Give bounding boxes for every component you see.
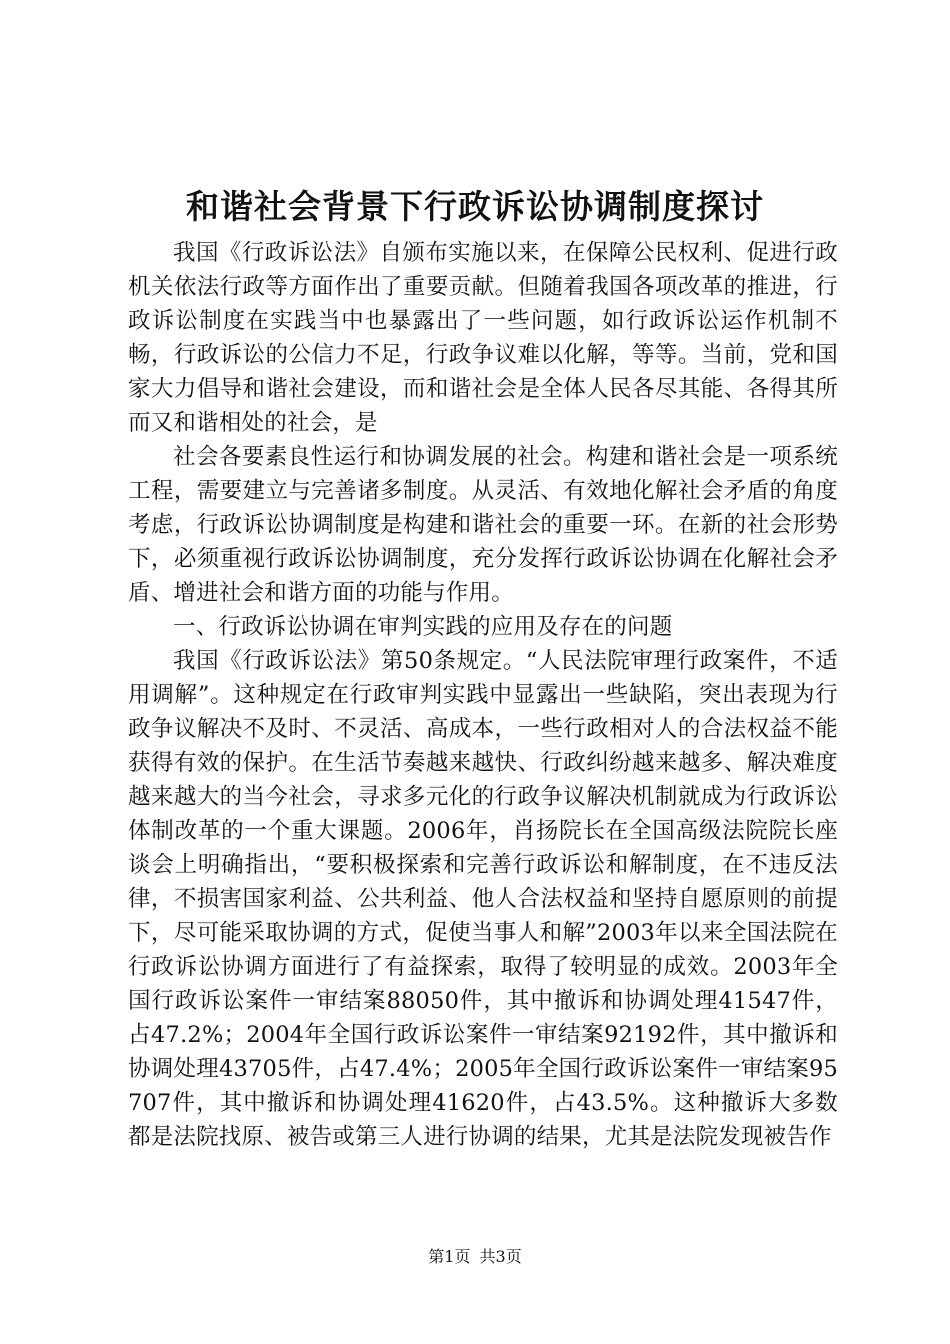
paragraph-2: 社会各要素良性运行和协调发展的社会。构建和谐社会是一项系统工程，需要建立与完善诸多制度。从灵活、有效地化解社会矛盾的角度考虑，行政诉讼协调制度是构建和谐社会的重要一环。在新的社会形势下，必须重视行政诉讼协调制度，充分发挥行政诉讼协调在化解社会矛盾、增进社会和谐方面的功能与作用。 — [128, 444, 838, 606]
document-body — [128, 236, 838, 1154]
section-heading-1: 一、行政诉讼协调在审判实践的应用及存在的问题 — [173, 614, 673, 640]
paragraph-3: 我国《行政诉讼法》第50条规定。“人民法院审理行政案件，不适用调解”。这种规定在行政审判实践中显露出一些缺陷，突出表现为行政争议解决不及时、不灵活、高成本，一些行政相对人的合法权益不能获得有效的保护。在生活节奏越来越快、行政纠纷越来越多、解决难度越来越大的当今社会，寻求多元化的行政争议解决机制就成为行政诉讼体制改革的一个重大课题。2006年，肖扬院长在全国高级法院院长座谈会上明确指出，“要积极探索和完善行政诉讼和解制度，在不违反法律，不损害国家利益、公共利益、他人合法权益和坚持自愿原则的前提下，尽可能采取协调的方式，促使当事人和解”2003年以来全国法院在行政诉讼协调方面进行了有益探索，取得了较明显的成效。2003年全国行政诉讼案件一审结案88050件，其中撤诉和协调处理41547件，占47.2%；2004年全国行政诉讼案件一审结案92192件，其中撤诉和协调处理43705件，占47.4%；2005年全国行政诉讼案件一审结案95707件，其中撤诉和协调处理41620件，占43.5%。这种撤诉大多数都是法院找原、被告或第三人进行协调的结果，尤其是法院发现被告作 — [128, 648, 838, 1150]
document-title: 和谐社会背景下行政诉讼协调制度探讨 — [186, 187, 764, 226]
page-total: 共3页 — [479, 1247, 522, 1266]
page-footer — [0, 1247, 950, 1267]
paragraph-1: 我国《行政诉讼法》自颁布实施以来，在保障公民权利、促进行政机关依法行政等方面作出了重要贡献。但随着我国各项改革的推进，行政诉讼制度在实践当中也暴露出了一些问题，如行政诉讼运作机制不畅，行政诉讼的公信力不足，行政争议难以化解，等等。当前，党和国家大力倡导和谐社会建设，而和谐社会是全体人民各尽其能、各得其所而又和谐相处的社会，是 — [128, 240, 838, 436]
page-number: 第1页 — [428, 1247, 471, 1266]
